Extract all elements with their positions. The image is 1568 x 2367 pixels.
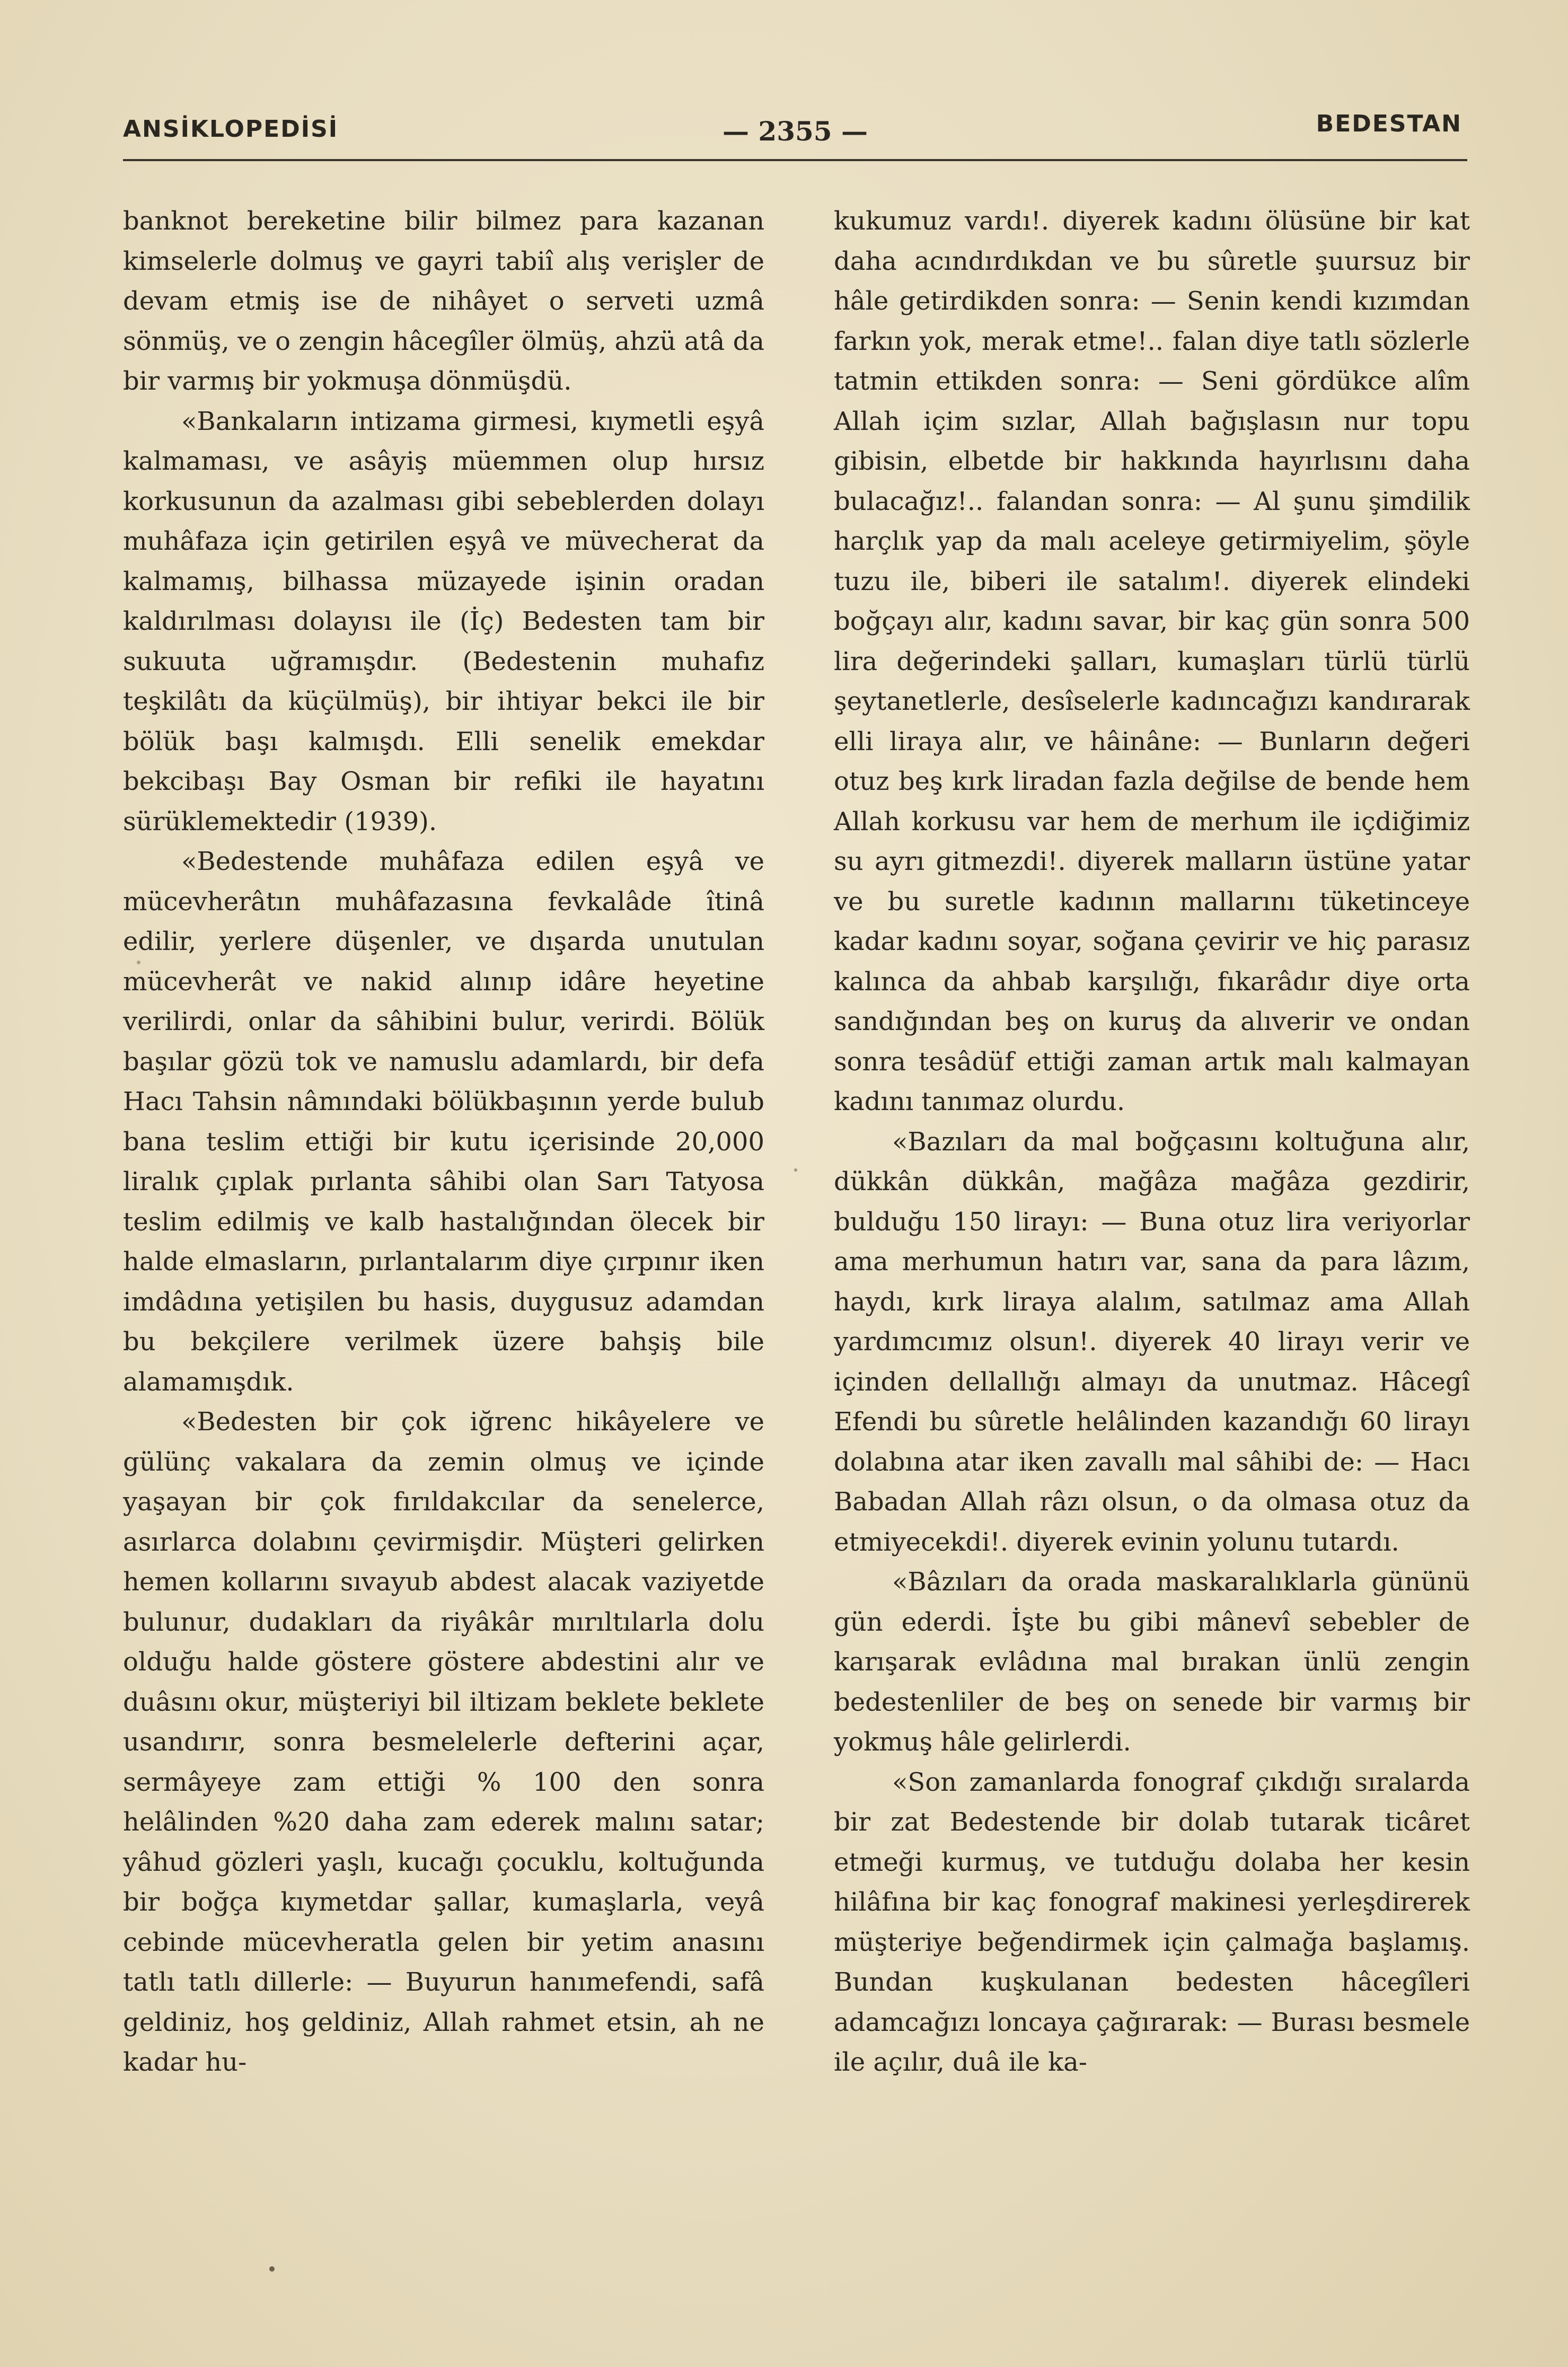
paragraph: «Bedesten bir çok iğrenc hikâyelere ve gülünç vakalara da zemin olmuş ve içinde yaşayan bir çok fırıldakcılar da senelerce, asırlarca dolabını çevirmişdir. Müşteri gelirken hemen kollarını sıvayub abdest alacak vaziyetde bulunur, dudakları da riyâkâr mırıltılarla dolu olduğu halde göstere göstere abdestini alır ve duâsını okur, müşteriyi bil iltizam beklete beklete usandırır, sonra besmelelerle defterini açar, sermâyeye zam ettiği % 100 den sonra helâlinden %20 daha zam ederek malını satar; yâhud gözleri yaşlı, kucağı çocuklu, koltuğunda bir boğça kıymetdar şallar, kumaşlarla, veyâ cebinde mücevheratla gelen bir yetim anasını tatlı tatlı dillerle: — Buyurun hanımefendi, safâ geldiniz, hoş geldiniz, Allah rahmet etsin, ah ne kadar hu- — [123, 1407, 764, 2077]
header-entry-word: BEDESTAN — [1316, 110, 1462, 137]
header-title: ANSİKLOPEDİSİ — [123, 116, 339, 143]
header-rule — [123, 159, 1467, 161]
right-column — [834, 201, 1470, 2083]
page-number: — 2355 — — [723, 116, 868, 147]
paper-speck — [137, 961, 140, 964]
paper-speck — [269, 2266, 275, 2272]
paragraph: «Son zamanlarda fonograf çıkdığı sıralarda bir zat Bedestende bir dolab tutarak ticâret etmeği kurmuş, ve tutduğu dolaba her kesin hilâfına bir kaç fonograf makinesi yerleşdirerek müşteriye beğendirmek için çalmağa başlamış. Bundan kuşkulanan bedesten hâcegîleri adamcağızı loncaya çağırarak: — Burası besmele ile açılır, duâ ile ka- — [834, 1767, 1470, 2077]
paper-speck — [794, 1168, 797, 1172]
paragraph: kukumuz vardı!. diyerek kadını ölüsüne bir kat daha acındırdıkdan ve bu sûretle şuursuz bir hâle getirdikden sonra: — Senin kendi kızımdan farkın yok, merak etme!.. falan diye tatlı sözlerle tatmin ettikden sonra: — Seni gördükce alîm Allah içim sızlar, Allah bağışlasın nur topu gibisin, elbetde bir hakkında hayırlısını daha bulacağız!.. falandan sonra: — Al şunu şimdilik harçlık yap da malı aceleye getirmiyelim, şöyle tuzu ile, biberi ile satalım!. diyerek elindeki boğçayı alır, kadını savar, bir kaç gün sonra 500 lira değerindeki şalları, kumaşları türlü türlü şeytanetlerle, desîselerle kadıncağızı kandırarak elli liraya alır, ve hâinâne: — Bunların değeri otuz beş kırk liradan fazla değilse de bende hem Allah korkusu var hem de merhum ile içdiğimiz su ayrı gitmezdi!. diyerek malların üstüne yatar ve bu suretle kadının mallarını tüketinceye kadar kadını soyar, soğana çevirir ve hiç parasız kalınca da ahbab karşılığı, fıkarâdır diye orta sandığından beş on kuruş da alıverir ve ondan sonra tesâdüf ettiği zaman artık malı kalmayan kadını tanımaz olurdu. — [834, 206, 1470, 1116]
running-header — [123, 110, 1467, 147]
paragraph: «Bankaların intizama girmesi, kıymetli eşyâ kalmaması, ve asâyiş müemmen olup hırsız korkusunun da azalması gibi sebeblerden dolayı muhâfaza için getirilen eşyâ ve müvecherat da kalmamış, bilhassa müzayede işinin oradan kaldırılması dolayısı ile (İç) Bedesten tam bir sukuuta uğramışdır. (Bedestenin muhafız teşkilâtı da küçülmüş), bir ihtiyar bekci ile bir bölük başı kalmışdı. Elli senelik emekdar bekcibaşı Bay Osman bir refiki ile hayatını sürüklemektedir (1939). — [123, 406, 764, 837]
left-column — [123, 201, 764, 2083]
paragraph: «Bâzıları da orada maskaralıklarla gününü gün ederdi. İşte bu gibi mânevî sebebler de karışarak evlâdına mal bırakan ünlü zengin bedestenliler de beş on senede bir varmış bir yokmuş hâle gelirlerdi. — [834, 1567, 1470, 1757]
paragraph: «Bedestende muhâfaza edilen eşyâ ve mücevherâtın muhâfazasına fevkalâde îtinâ edilir, yerlere düşenler, ve dışarda unutulan mücevherât ve nakid alınıp idâre heyetine verilirdi, onlar da sâhibini bulur, verirdi. Bölük başılar gözü tok ve namuslu adamlardı, bir defa Hacı Tahsin nâmındaki bölükbaşının yerde bulub bana teslim ettiği bir kutu içerisinde 20,000 liralık çıplak pırlanta sâhibi olan Sarı Tatyosa teslim edilmiş ve kalb hastalığından ölecek bir halde elmasların, pırlantalarım diye çırpınır iken imdâdına yetişilen bu hasis, duygusuz adamdan bu bekçilere verilmek üzere bahşiş bile alamamışdık. — [123, 847, 764, 1397]
paragraph: banknot bereketine bilir bilmez para kazanan kimselerle dolmuş ve gayri tabiî alış verişler de devam etmiş ise de nihâyet o serveti uzmâ sönmüş, ve o zengin hâcegîler ölmüş, ahzü atâ da bir varmış bir yokmuşa dönmüşdü. — [123, 206, 764, 396]
paragraph: «Bazıları da mal boğçasını koltuğuna alır, dükkân dükkân, mağâza mağâza gezdirir, bulduğu 150 lirayı: — Buna otuz lira veriyorlar ama merhumun hatırı var, sana da para lâzım, haydı, kırk liraya alalım, satılmaz ama Allah yardımcımız olsun!. diyerek 40 lirayı verir ve içinden dellallığı almayı da unutmaz. Hâcegî Efendi bu sûretle helâlinden kazandığı 60 lirayı dolabına atar iken zavallı mal sâhibi de: — Hacı Babadan Allah râzı olsun, o da olmasa otuz da etmiyecekdi!. diyerek evinin yolunu tutardı. — [834, 1127, 1470, 1557]
